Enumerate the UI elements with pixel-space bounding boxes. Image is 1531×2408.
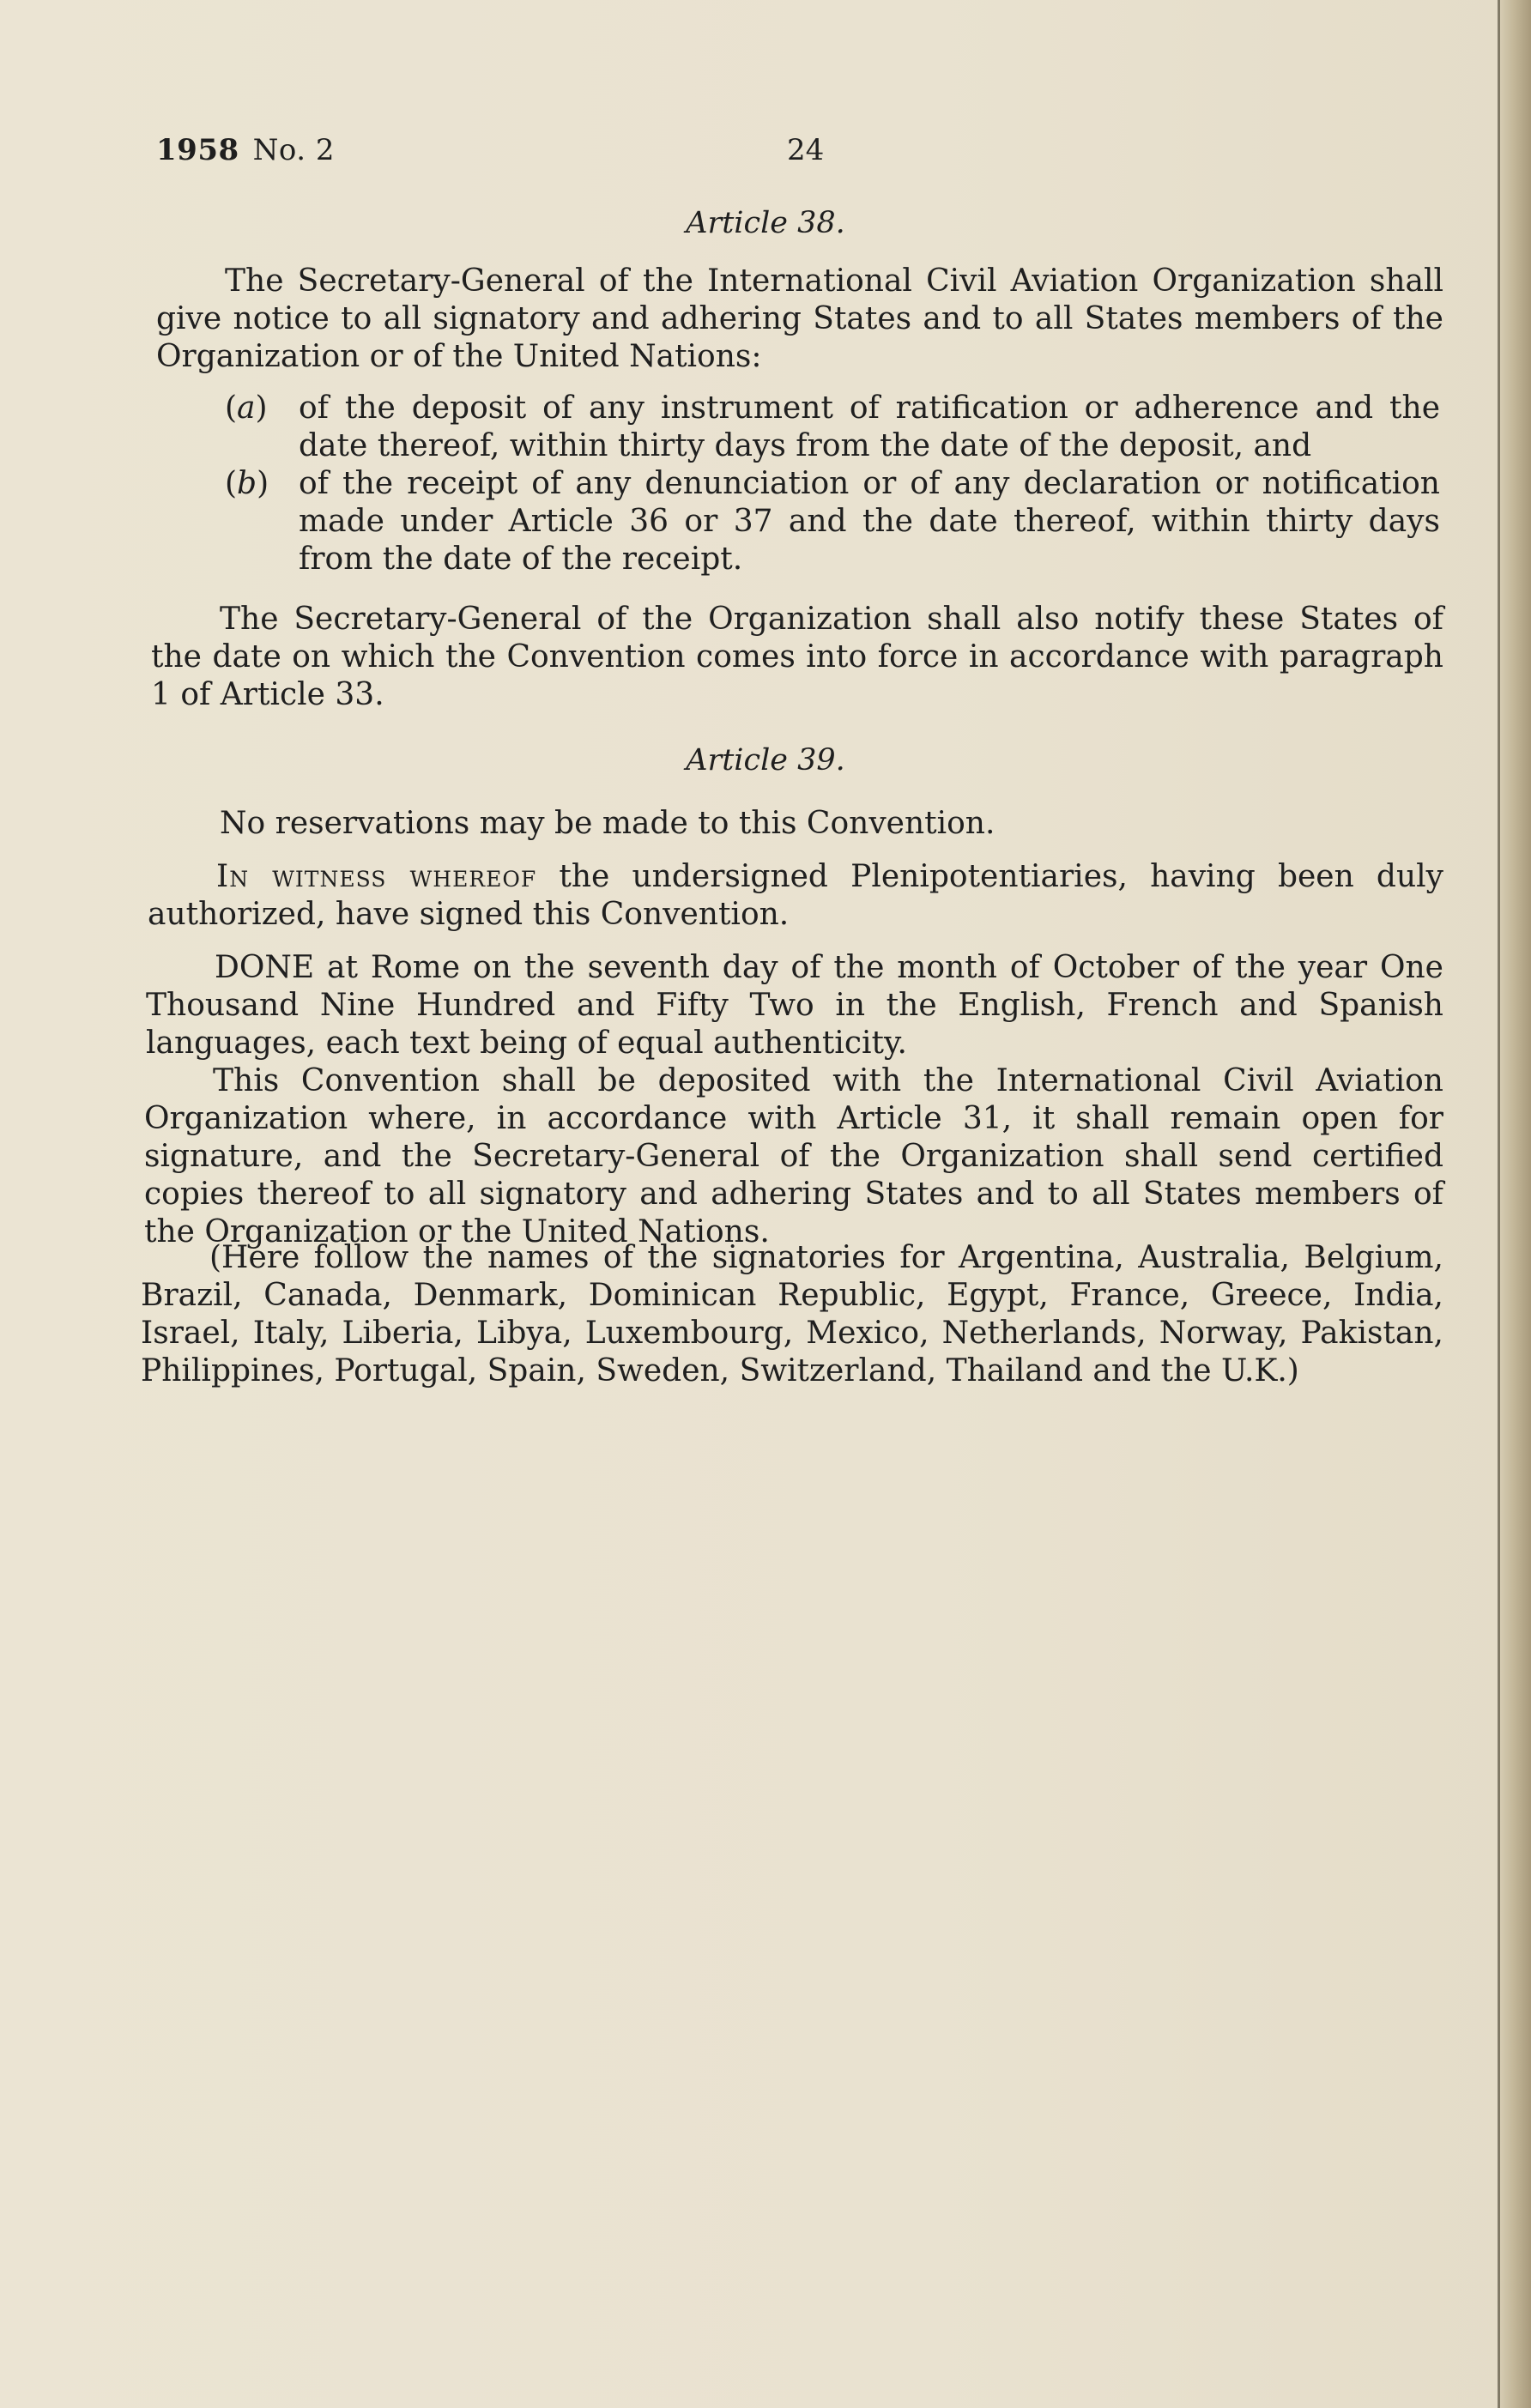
in-witness-whereof: In witness whereof — [216, 859, 537, 894]
header-year: 1958 — [156, 133, 239, 167]
article-39-p5: (Here follow the names of the signatories for Argentina, Australia, Belgium, Brazil, Canada, Denmark, Dominican Republic, Egypt, France, Greece, India, Israel, Italy, Liberia, Libya, Luxembourg, Mexico, Netherlands, Norway, Pakistan, Philippines, Portugal, Spain, Sweden, Switzerland, Thailand and the U.K.) — [141, 1240, 1443, 1389]
header-number: No. 2 — [252, 133, 336, 167]
page-edge-line — [1498, 0, 1500, 2408]
list-item-b-text: of the receipt of any denunciation or of any declaration or notification made under Article 36 or 37 and the date thereof, within thirty days from the date of the receipt. — [299, 466, 1440, 577]
article-39-p2: In witness whereof the undersigned Plenipotentiaries, having been duly authorized, have signed this Convention. — [148, 859, 1444, 932]
list-marker-b: (b) — [225, 466, 269, 501]
article-38-closing: The Secretary-General of the Organization shall also notify these States of the date on which the Convention comes into force in accordance with paragraph 1 of Article 33. — [151, 602, 1443, 712]
article-38-title: Article 38. — [686, 206, 845, 240]
list-marker-a: (a) — [225, 390, 268, 426]
page-edge — [1498, 0, 1531, 2408]
article-38-intro: The Secretary-General of the International Civil Aviation Organization shall give notice to all signatory and adhering States and to all States members of the Organization or of the United Nations: — [156, 263, 1443, 374]
running-header — [156, 133, 335, 167]
list-item-a-text: of the deposit of any instrument of ratification or adherence and the date thereof, within thirty days from the date of the deposit, and — [299, 390, 1440, 463]
article-39-p4: This Convention shall be deposited with the International Civil Aviation Organization where, in accordance with Article 31, it shall remain open for signature, and the Secretary-General of the Organization shall send certified copies thereof to all signatory and adhering States and to all States members of the Organization or the United Nations. — [144, 1063, 1443, 1249]
article-39-p3: DONE at Rome on the seventh day of the month of October of the year One Thousand Nine Hundred and Fifty Two in the English, French and Spanish languages, each text being of equal authenticity. — [146, 950, 1443, 1061]
page-number: 24 — [787, 133, 825, 167]
article-39-p1: No reservations may be made to this Convention. — [220, 806, 995, 841]
article-39-title: Article 39. — [686, 743, 845, 777]
